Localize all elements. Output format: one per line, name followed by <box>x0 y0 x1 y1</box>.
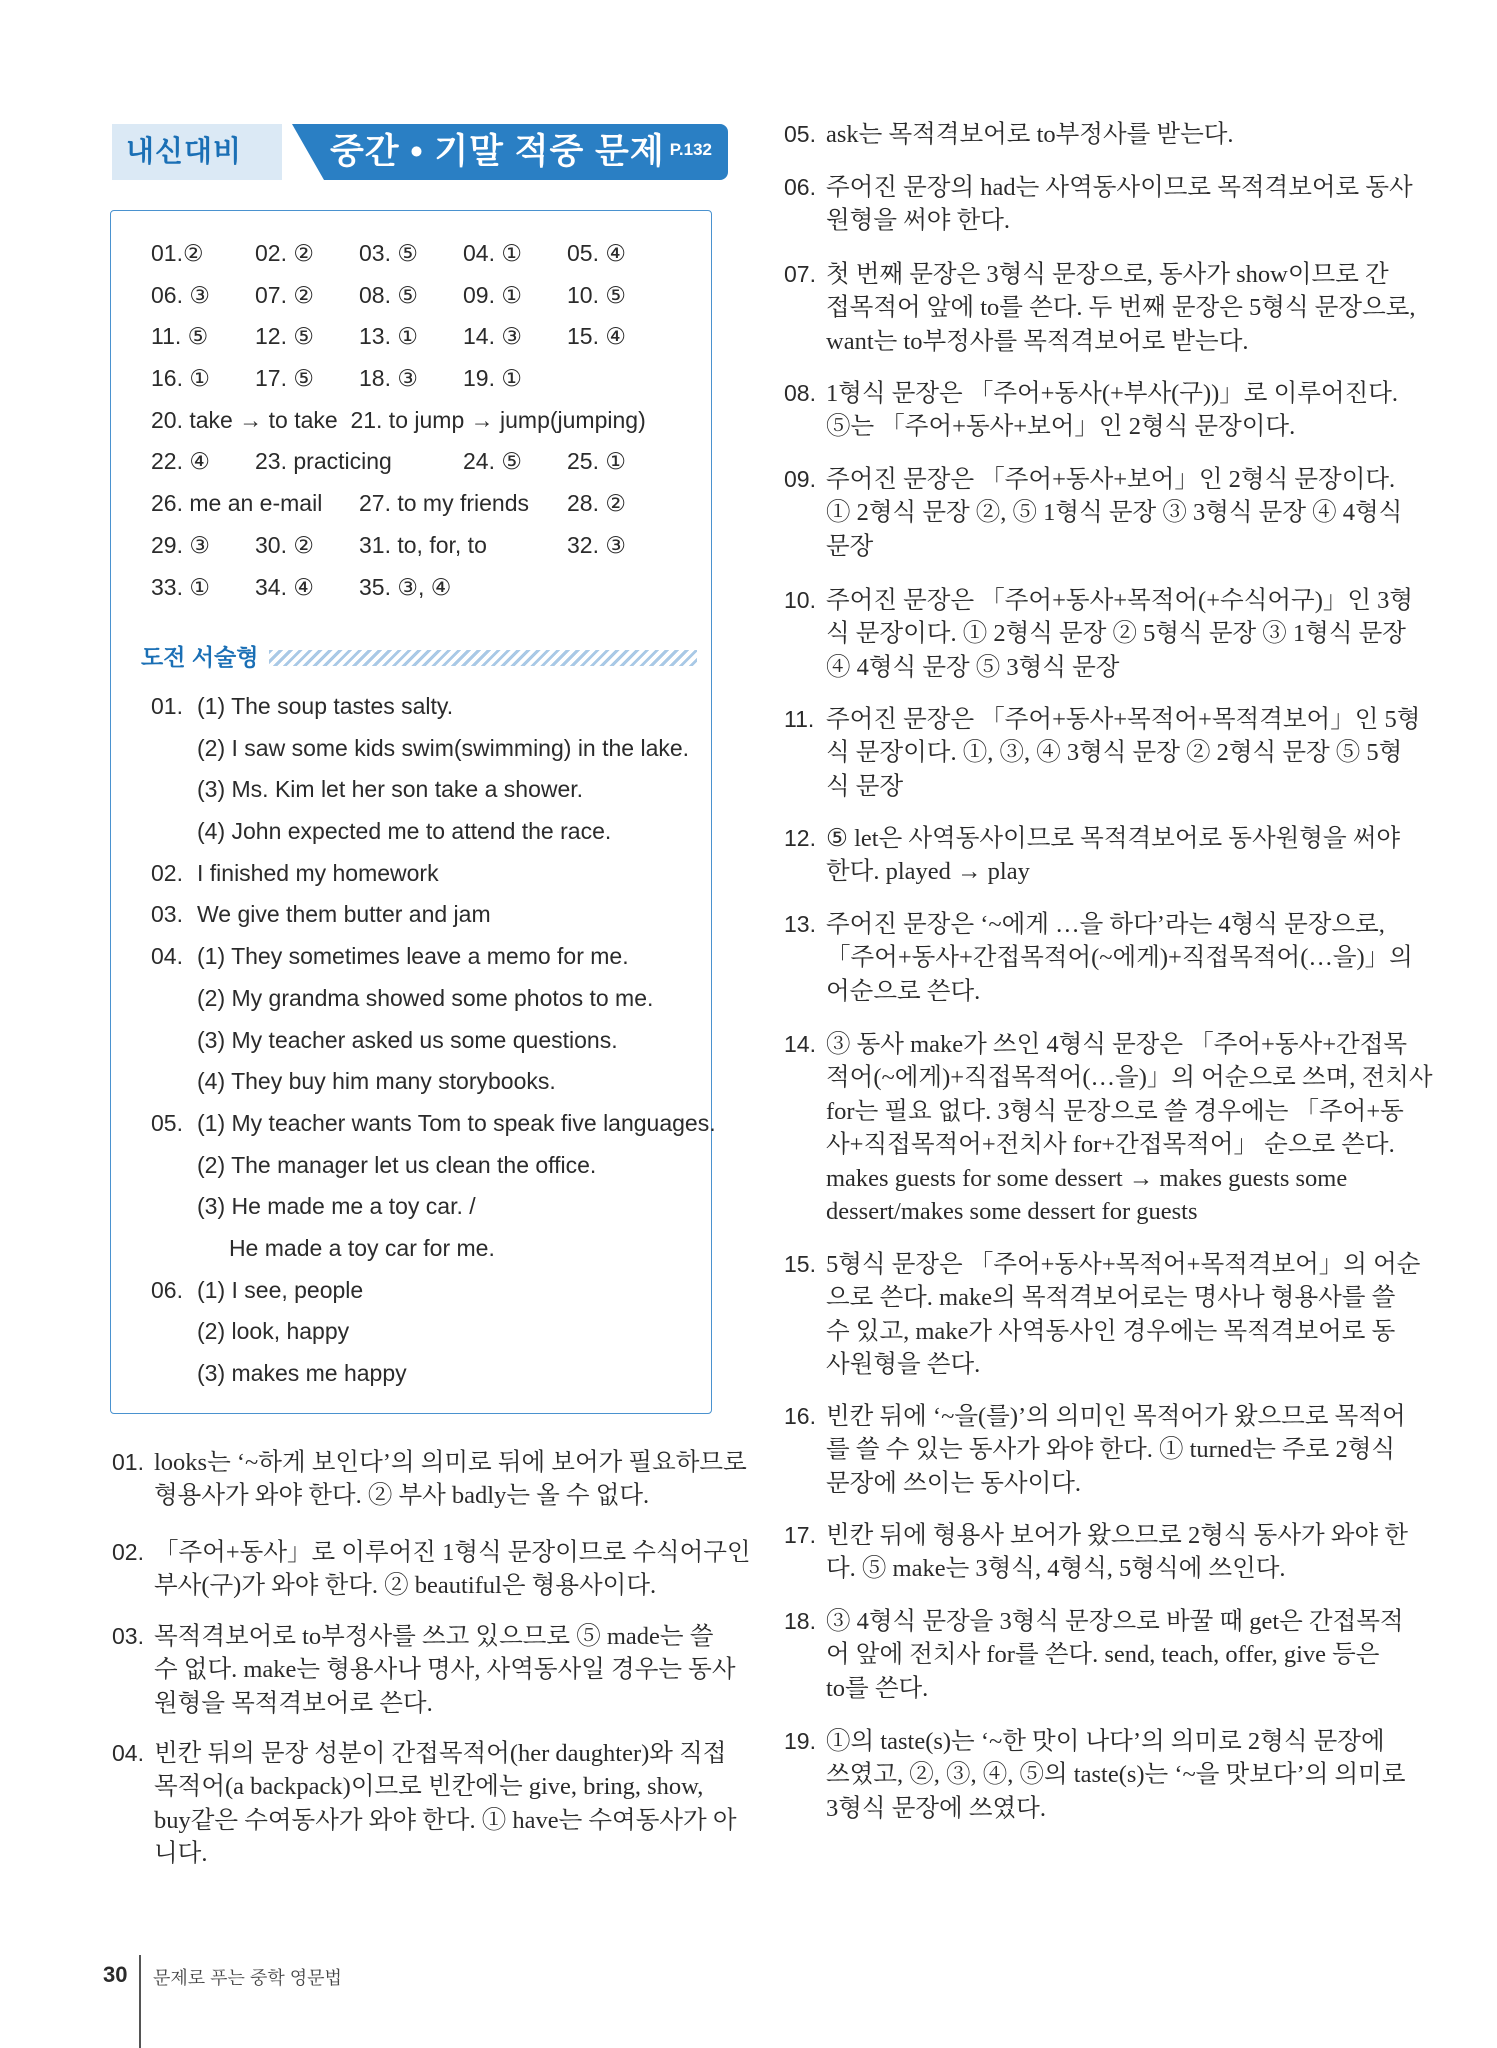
challenge-answer: (1) I see, people <box>197 1276 364 1303</box>
explanation-line: 주어진 문장은 「주어+동사+보어」인 2형식 문장이다. <box>826 466 1396 493</box>
explanation-line: ⑤ let은 사역동사이므로 목적격보어로 동사원형을 써야 <box>826 825 1401 852</box>
challenge-section-title <box>141 641 697 673</box>
challenge-answer: (4) John expected me to attend the race. <box>197 818 612 845</box>
answer-item: 03. ⑤ <box>359 240 418 266</box>
challenge-row <box>151 1270 711 1312</box>
challenge-answer: (2) My grandma showed some photos to me. <box>197 984 654 1011</box>
explanation-number: 15. <box>784 1251 816 1277</box>
answer-item: 14. ③ <box>463 323 522 350</box>
challenge-answer: (3) He made me a toy car. / <box>197 1193 476 1220</box>
answer-item: 04. ① <box>463 240 522 266</box>
header-title: 중간 • 기말 적중 문제 <box>330 132 665 171</box>
challenge-row <box>151 769 711 811</box>
explanation-line: 수 있고, make가 사역동사인 경우에는 목적격보어로 동 <box>826 1317 1396 1345</box>
explanation-text <box>826 171 1413 238</box>
answer-row <box>151 233 711 275</box>
challenge-row <box>151 1186 711 1228</box>
explanation-number: 08. <box>784 380 816 406</box>
header-page-ref: P.132 <box>669 140 712 159</box>
answer-item: 13. ① <box>359 323 418 350</box>
explanation-text <box>826 822 1400 889</box>
explanation-text <box>826 1400 1406 1500</box>
challenge-answer: I finished my homework <box>197 859 439 886</box>
challenge-answer: (2) The manager let us clean the office. <box>197 1151 597 1178</box>
explanation-number: 19. <box>784 1728 816 1754</box>
explanation-line: want는 to부정사를 목적격보어로 받는다. <box>826 327 1249 355</box>
answer-row <box>151 567 711 609</box>
explanation-text <box>826 1519 1408 1586</box>
explanation-line: 원형을 목적격보어로 쓴다. <box>154 1689 433 1717</box>
explanation-text <box>154 1620 736 1720</box>
section-header <box>112 124 728 182</box>
answer-item: 31. to, for, to <box>359 531 487 558</box>
explanation-line: ④ 4형식 문장 ⑤ 3형식 문장 <box>826 653 1120 681</box>
page-number: 30 <box>103 1962 128 1987</box>
explanation-text <box>154 1536 751 1603</box>
explanation-line: 으로 쓴다. make의 목적격보어로는 명사나 형용사를 쓸 <box>826 1284 1396 1312</box>
header-tab-label: 내신대비 <box>112 124 282 180</box>
answer-item: 09. ① <box>463 281 522 308</box>
answer-item: 30. ② <box>255 531 314 558</box>
answer-item: 32. ③ <box>567 531 626 558</box>
explanation-line: 어순으로 쓴다. <box>826 977 981 1005</box>
answer-item: 10. ⑤ <box>567 281 626 308</box>
explanation-number: 16. <box>784 1403 816 1429</box>
explanation-line: ask는 목적격보어로 to부정사를 받는다. <box>826 121 1234 148</box>
challenge-answer: He made a toy car for me. <box>197 1234 495 1261</box>
answer-item: 27. to my friends <box>359 490 530 517</box>
challenge-answer: (4) They buy him many storybooks. <box>197 1068 556 1095</box>
explanation-number: 11. <box>784 706 815 732</box>
explanation-line: 접목적어 앞에 to를 쓴다. 두 번째 문장은 5형식 문장으로, <box>826 294 1416 322</box>
challenge-row <box>151 1353 711 1395</box>
answer-box <box>110 210 716 1414</box>
answer-item: 07. ② <box>255 281 314 308</box>
answer-item: 18. ③ <box>359 365 418 392</box>
challenge-title-label: 도전 서술형 <box>141 644 259 670</box>
explanation-line: 1형식 문장은 「주어+동사(+부사(구))」로 이루어진다. <box>826 380 1399 407</box>
explanation-line: 「주어+동사」로 이루어진 1형식 문장이므로 수식어구인 <box>154 1539 751 1566</box>
answer-item: 22. ④ <box>151 448 210 475</box>
answer-item: 16. ① <box>151 365 210 392</box>
challenge-row <box>151 936 711 978</box>
explanation-line: 사원형을 쓴다. <box>826 1351 981 1379</box>
explanation-line: 니다. <box>154 1840 208 1868</box>
explanation-number: 02. <box>112 1539 144 1565</box>
explanation-line: 쓰였고, ②, ③, ④, ⑤의 taste(s)는 ‘~을 맛보다’의 의미로 <box>826 1761 1406 1789</box>
explanation-line: makes guests for some dessert → makes guests some <box>826 1164 1348 1192</box>
explanation-line: 적어(~에게)+직접목적어(…을)」의 어순으로 쓰며, 전치사 <box>826 1064 1433 1092</box>
hatch-divider <box>269 650 697 666</box>
explanation-line: 「주어+동사+간접목적어(~에게)+직접목적어(…을)」의 <box>826 944 1413 972</box>
explanation-line: 한다. played → play <box>826 858 1030 886</box>
explanation-text <box>826 377 1398 444</box>
challenge-number: 01. <box>151 693 183 719</box>
explanation-line: 문장 <box>826 532 874 560</box>
explanation-line: 식 문장 <box>826 772 904 800</box>
explanation-number: 04. <box>112 1740 144 1766</box>
challenge-number: 05. <box>151 1109 183 1136</box>
explanation-line: 사+직접목적어+전치사 for+간접목적어」 순으로 쓴다. <box>826 1131 1395 1159</box>
explanation-line: 첫 번째 문장은 3형식 문장으로, 동사가 show이므로 간 <box>826 261 1389 288</box>
explanation-line: 다. ⑤ make는 3형식, 4형식, 5형식에 쓰인다. <box>826 1555 1286 1583</box>
explanation-line: 빈칸 뒤의 문장 성분이 간접목적어(her daughter)와 직접 <box>154 1740 727 1767</box>
explanation-text <box>826 1248 1420 1382</box>
explanation-line: ③ 4형식 문장을 3형식 문장으로 바꿀 때 get은 간접목적 <box>826 1608 1404 1635</box>
explanation-line: dessert/makes some dessert for guests <box>826 1198 1198 1226</box>
explanation-number: 05. <box>784 121 816 147</box>
answer-item: 25. ① <box>567 448 626 475</box>
challenge-row <box>151 1103 716 1145</box>
challenge-row <box>151 1145 711 1187</box>
answer-grid <box>151 233 711 608</box>
explanation-line: ① 2형식 문장 ②, ⑤ 1형식 문장 ③ 3형식 문장 ④ 4형식 <box>826 499 1403 527</box>
explanation-number: 14. <box>784 1031 816 1057</box>
challenge-number: 03. <box>151 901 183 928</box>
explanation-line: 3형식 문장에 쓰였다. <box>826 1794 1046 1822</box>
explanation-text <box>826 118 1234 151</box>
explanation-line: to를 쓴다. <box>826 1674 929 1702</box>
answer-item: 08. ⑤ <box>359 281 418 308</box>
challenge-row <box>151 728 711 770</box>
explanation-text <box>154 1737 737 1871</box>
answer-item: 06. ③ <box>151 281 210 308</box>
explanation-line: for는 필요 없다. 3형식 문장으로 쓸 경우에는 「주어+동 <box>826 1097 1404 1125</box>
explanation-line: 수 없다. make는 형용사나 명사, 사역동사일 경우는 동사 <box>154 1656 736 1684</box>
answer-item: 17. ⑤ <box>255 365 314 392</box>
explanation-line: 원형을 써야 한다. <box>826 207 1011 235</box>
explanation-line: 식 문장이다. ①, ③, ④ 3형식 문장 ② 2형식 문장 ⑤ 5형 <box>826 739 1403 767</box>
explanation-number: 13. <box>784 911 816 937</box>
explanation-line: 목적격보어로 to부정사를 쓰고 있으므로 ⑤ made는 쓸 <box>154 1623 714 1650</box>
answer-item: 20. take → to take 21. to jump → jump(jumping) <box>151 406 646 433</box>
answer-row <box>151 525 711 567</box>
challenge-answer: (3) makes me happy <box>197 1360 407 1386</box>
explanation-number: 17. <box>784 1522 816 1548</box>
challenge-answer: (1) They sometimes leave a memo for me. <box>197 943 629 970</box>
challenge-number: 02. <box>151 859 183 886</box>
explanation-line: 빈칸 뒤에 형용사 보어가 왔으므로 2형식 동사가 와야 한 <box>826 1522 1408 1549</box>
challenge-answer: (3) Ms. Kim let her son take a shower. <box>197 776 584 803</box>
answer-row <box>151 441 711 483</box>
explanation-number: 18. <box>784 1608 816 1634</box>
answer-item: 12. ⑤ <box>255 323 314 350</box>
explanation-line: ⑤는 「주어+동사+보어」인 2형식 문장이다. <box>826 413 1296 441</box>
answer-item: 02. ② <box>255 240 314 266</box>
explanation-text <box>826 908 1413 1008</box>
explanation-text <box>826 258 1416 358</box>
challenge-list <box>151 686 716 1395</box>
challenge-answer: (2) look, happy <box>197 1318 350 1345</box>
answer-item: 29. ③ <box>151 531 210 558</box>
explanation-text <box>826 463 1402 563</box>
explanation-text <box>826 584 1413 684</box>
challenge-row <box>151 978 711 1020</box>
explanation-line: 주어진 문장은 「주어+동사+목적어(+수식어구)」인 3형 <box>826 587 1414 614</box>
answer-item: 19. ① <box>463 365 522 392</box>
answer-row <box>151 358 711 400</box>
explanation-line: 문장에 쓰이는 동사이다. <box>826 1469 1082 1497</box>
answer-row <box>151 316 711 358</box>
book-title: 문제로 푸는 중학 영문법 <box>153 1968 342 1988</box>
explanation-number: 03. <box>112 1623 144 1649</box>
challenge-row <box>151 894 711 936</box>
challenge-row <box>151 686 711 728</box>
explanation-number: 09. <box>784 466 816 492</box>
answer-row <box>151 400 711 442</box>
answer-item: 35. ③, ④ <box>359 573 452 600</box>
challenge-row <box>151 1311 711 1353</box>
explanation-line: 주어진 문장은 ‘~에게 …을 하다’라는 4형식 문장으로, <box>826 911 1385 938</box>
challenge-answer: (2) I saw some kids swim(swimming) in the lake. <box>197 734 690 761</box>
explanation-line: 부사(구)가 와야 한다. ② beautiful은 형용사이다. <box>154 1572 657 1600</box>
challenge-answer: We give them butter and jam <box>197 901 491 928</box>
answer-item: 15. ④ <box>567 323 626 350</box>
explanation-text <box>154 1446 747 1513</box>
explanation-text <box>826 703 1420 803</box>
explanation-line: 형용사가 와야 한다. ② 부사 badly는 올 수 없다. <box>154 1482 650 1510</box>
footer-divider <box>139 1955 141 2048</box>
challenge-row <box>151 1020 711 1062</box>
explanation-line: ③ 동사 make가 쓰인 4형식 문장은 「주어+동사+간접목 <box>826 1031 1408 1058</box>
explanation-line: 5형식 문장은 「주어+동사+목적어+목적격보어」의 어순 <box>826 1251 1421 1278</box>
answer-item: 11. ⑤ <box>151 323 209 350</box>
explanation-line: 목적어(a backpack)이므로 빈칸에는 give, bring, show, <box>154 1773 704 1801</box>
explanation-line: 어 앞에 전치사 for를 쓴다. send, teach, offer, give 등은 <box>826 1641 1380 1669</box>
explanation-line: 주어진 문장의 had는 사역동사이므로 목적격보어로 동사 <box>826 174 1413 201</box>
explanation-line: 를 쓸 수 있는 동사가 와야 한다. ① turned는 주로 2형식 <box>826 1436 1396 1464</box>
answer-row <box>151 275 711 317</box>
explanation-text <box>826 1028 1433 1228</box>
answer-item: 01.② <box>151 240 204 266</box>
challenge-row <box>151 1228 711 1270</box>
explanation-line: 식 문장이다. ① 2형식 문장 ② 5형식 문장 ③ 1형식 문장 <box>826 620 1406 648</box>
explanation-number: 01. <box>112 1449 144 1475</box>
explanation-number: 10. <box>784 587 816 613</box>
answer-item: 28. ② <box>567 490 626 517</box>
challenge-row <box>151 1061 711 1103</box>
answer-item: 05. ④ <box>567 240 626 266</box>
answer-item: 26. me an e-mail <box>151 490 323 517</box>
explanation-line: buy같은 수여동사가 와야 한다. ① have는 수여동사가 아 <box>154 1806 737 1834</box>
answer-item: 33. ① <box>151 573 210 600</box>
explanation-line: 빈칸 뒤에 ‘~을(를)’의 의미인 목적어가 왔으므로 목적어 <box>826 1403 1406 1430</box>
challenge-row <box>151 853 711 895</box>
challenge-number: 04. <box>151 943 183 970</box>
answer-row <box>151 483 711 525</box>
answer-item: 34. ④ <box>255 573 314 600</box>
answer-item: 23. practicing <box>255 448 392 475</box>
challenge-row <box>151 811 711 853</box>
explanation-text <box>826 1725 1406 1825</box>
challenge-number: 06. <box>151 1276 183 1303</box>
explanation-line: looks는 ‘~하게 보인다’의 의미로 뒤에 보어가 필요하므로 <box>154 1449 747 1476</box>
challenge-answer: (1) My teacher wants Tom to speak five languages. <box>197 1109 716 1136</box>
challenge-answer: (3) My teacher asked us some questions. <box>197 1026 618 1053</box>
explanation-text <box>826 1605 1404 1705</box>
explanation-number: 12. <box>784 825 816 851</box>
answer-item: 24. ⑤ <box>463 448 522 475</box>
explanation-line: ①의 taste(s)는 ‘~한 맛이 나다’의 의미로 2형식 문장에 <box>826 1728 1385 1755</box>
explanation-number: 06. <box>784 174 816 200</box>
explanation-number: 07. <box>784 261 816 287</box>
explanation-line: 주어진 문장은 「주어+동사+목적어+목적격보어」인 5형 <box>826 706 1421 733</box>
challenge-answer: (1) The soup tastes salty. <box>197 693 454 719</box>
